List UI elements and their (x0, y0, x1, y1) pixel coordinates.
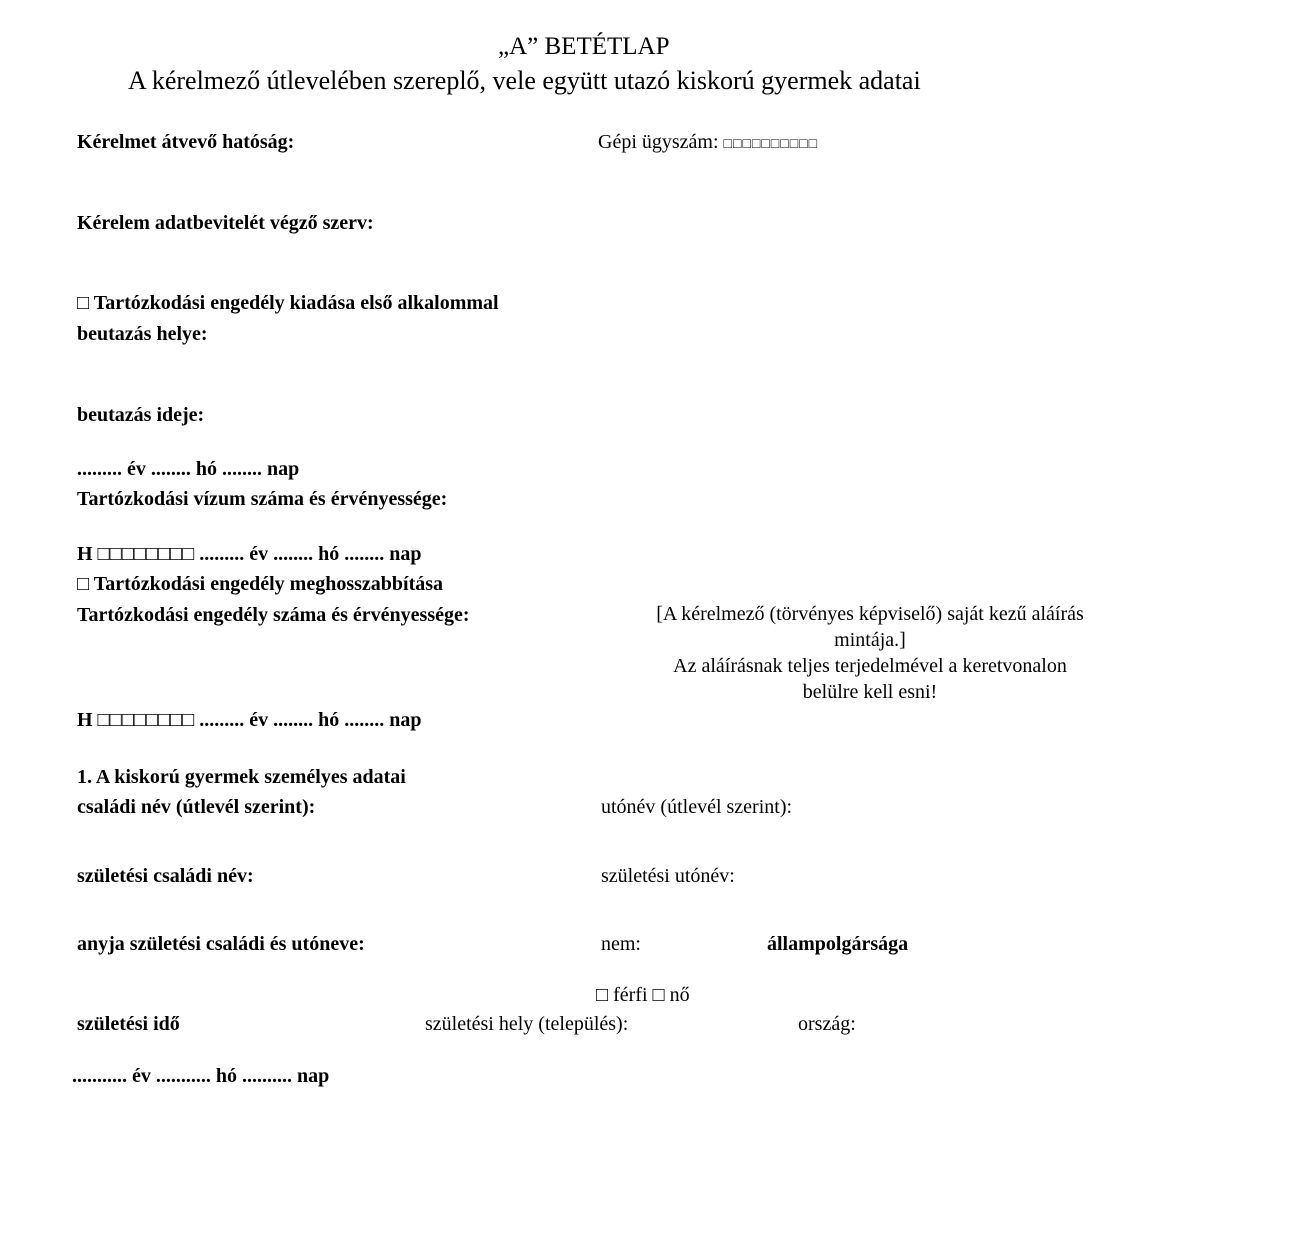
country-label: ország: (798, 1013, 856, 1035)
given-name-label: utónév (útlevél szerint): (601, 796, 793, 818)
visa-number-line: H □□□□□□□□ ......... év ........ hó ........ nap (77, 543, 422, 565)
data-entry-org-label: Kérelem adatbevitelét végző szerv: (77, 212, 374, 234)
sex-options: □ férfi □ nő (596, 984, 690, 1006)
signature-note-line-2: mintája.] (834, 629, 906, 651)
family-name-label: családi név (útlevél szerint): (77, 796, 316, 818)
mother-name-label: anyja születési családi és utóneve: (77, 933, 365, 955)
case-number-field (598, 132, 818, 152)
case-number-label: Gépi ügyszám: (598, 131, 719, 153)
birth-family-name-label: születési családi név: (77, 865, 254, 887)
first-issue-checkbox-label: □ Tartózkodási engedély kiadása első alkalommal (77, 292, 499, 314)
signature-note-line-1: [A kérelmező (törvényes képviselő) saját kezű aláírás (656, 603, 1084, 625)
receiving-authority-label: Kérelmet átvevő hatóság: (77, 131, 295, 153)
entry-place-label: beutazás helye: (77, 323, 208, 345)
permit-number-line: H □□□□□□□□ ......... év ........ hó ........ nap (77, 709, 422, 731)
signature-note-line-3: Az aláírásnak teljes terjedelmével a keretvonalon (673, 655, 1067, 677)
sex-label: nem: (601, 933, 641, 955)
form-title: „A” BETÉTLAP (498, 33, 670, 60)
birth-given-name-label: születési utónév: (601, 865, 735, 887)
child-section-heading: 1. A kiskorú gyermek személyes adatai (77, 766, 406, 788)
permit-label: Tartózkodási engedély száma és érvényessége: (77, 604, 470, 626)
visa-label: Tartózkodási vízum száma és érvényessége: (77, 488, 448, 510)
entry-date-line: ......... év ........ hó ........ nap (77, 458, 300, 480)
signature-note (600, 601, 1140, 705)
case-number-boxes: □□□□□□□□□□ (723, 137, 819, 152)
extension-checkbox-label: □ Tartózkodási engedély meghosszabbítása (77, 573, 444, 595)
birth-time-label: születési idő (77, 1013, 180, 1035)
signature-note-line-4: belülre kell esni! (802, 681, 938, 703)
birth-place-label: születési hely (település): (425, 1013, 629, 1035)
form-subtitle: A kérelmező útlevelében szereplő, vele együtt utazó kiskorú gyermek adatai (128, 66, 921, 95)
citizenship-label: állampolgársága (767, 933, 909, 955)
entry-time-label: beutazás ideje: (77, 404, 205, 426)
birth-date-line: ........... év ........... hó .......... nap (72, 1065, 330, 1087)
